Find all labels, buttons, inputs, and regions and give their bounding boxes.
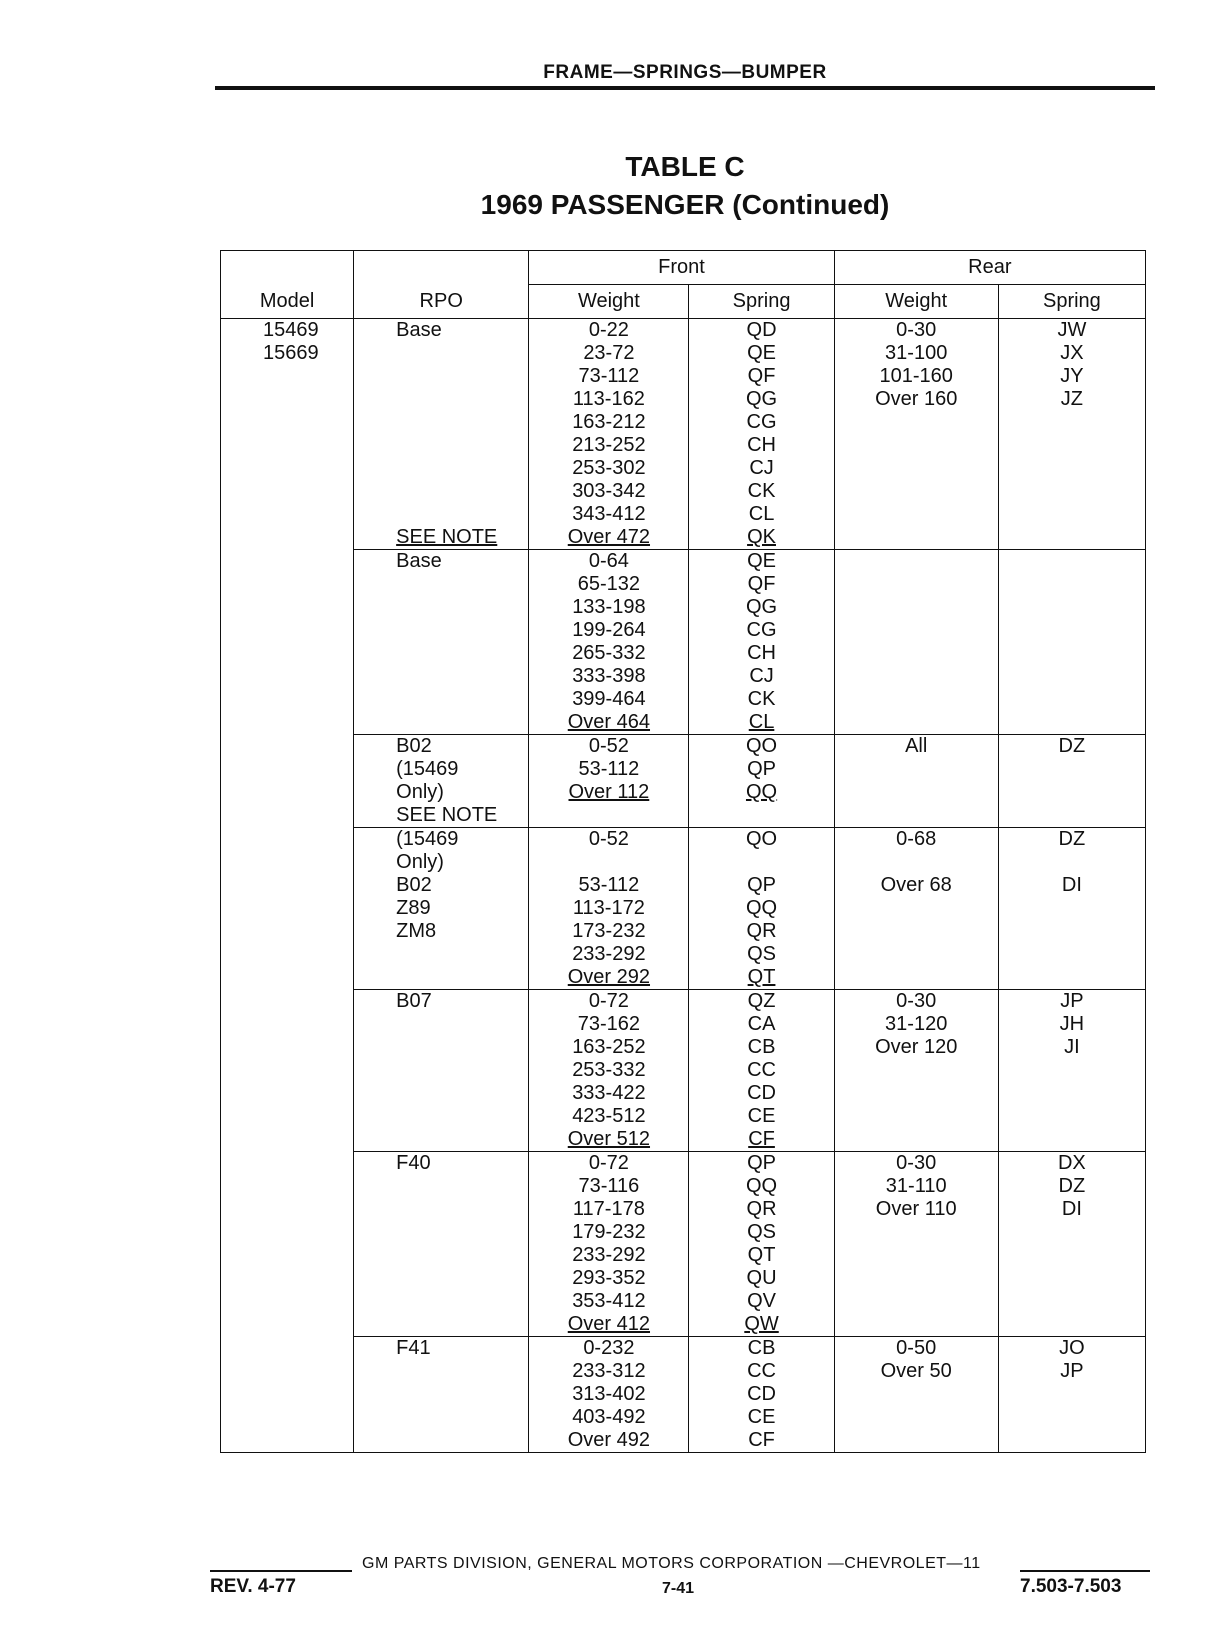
front-weight-value: 253-302 — [572, 457, 646, 479]
front-spring-value: CH — [747, 642, 776, 664]
front-weight-value: 343-412 — [572, 503, 646, 525]
rear-spring-value: JW — [1057, 319, 1087, 341]
front-weight-value: 65-132 — [577, 573, 641, 595]
rpo-value: (15469 — [396, 758, 459, 780]
front-weight-value: 73-116 — [578, 1175, 640, 1197]
front-spring-value: CG — [746, 411, 777, 433]
front-spring-value: CF — [748, 1429, 775, 1451]
rear-weight-cell — [834, 735, 998, 828]
rpo-cell — [354, 828, 529, 990]
front-weight-cell — [529, 550, 689, 735]
front-weight-value: 353-412 — [572, 1290, 646, 1312]
rear-weight-value: Over 160 — [875, 388, 958, 410]
rear-spring-cell — [998, 828, 1145, 990]
rpo-value: ZM8 — [396, 920, 437, 942]
front-weight-value: Over 464 — [567, 711, 651, 733]
rpo-header: RPO — [354, 285, 529, 319]
front-weight-value: 0-22 — [588, 319, 629, 341]
rpo-value: B07 — [396, 990, 432, 1012]
front-spring-cell — [689, 990, 834, 1152]
front-weight-value: 163-252 — [572, 1036, 646, 1058]
front-spring-value: QO — [745, 735, 778, 757]
front-spring-value: QG — [745, 388, 778, 410]
rpo-value — [396, 365, 528, 388]
rpo-cell — [354, 319, 529, 550]
front-weight-value: 113-172 — [572, 897, 645, 919]
front-weight-value: 53-112 — [578, 758, 640, 780]
blank-header-cell — [354, 251, 529, 285]
rear-spring-cell — [998, 1152, 1145, 1337]
rpo-value — [396, 411, 528, 434]
front-weight-value: 403-492 — [572, 1406, 646, 1428]
table-row — [221, 990, 1146, 1152]
front-weight-value: 173-232 — [572, 920, 646, 942]
front-spring-value: CF — [748, 1128, 775, 1150]
model-cell — [221, 319, 354, 1453]
rear-spring-value: DZ — [1058, 828, 1086, 850]
front-spring-value: QW — [744, 1313, 779, 1335]
front-spring-value: QD — [746, 319, 777, 341]
front-spring-cell — [689, 550, 834, 735]
front-weight-value: 233-292 — [572, 943, 646, 965]
front-spring-value: CK — [747, 688, 776, 710]
front-weight-value: 293-352 — [572, 1267, 646, 1289]
front-spring-cell — [689, 1337, 834, 1453]
rpo-value — [396, 342, 528, 365]
rpo-cell — [354, 735, 529, 828]
rpo-value: Only) — [396, 851, 444, 873]
rear-weight-value: 0-68 — [896, 828, 937, 850]
front-weight-value: Over 412 — [567, 1313, 651, 1335]
front-spring-value: QT — [747, 966, 776, 988]
front-spring-value: QE — [747, 342, 776, 364]
rear-weight-header: Weight — [834, 285, 998, 319]
front-spring-value: QZ — [747, 990, 776, 1012]
rear-weight-value: 0-50 — [896, 1337, 937, 1359]
front-spring-value: CL — [748, 503, 775, 525]
front-spring-value: CJ — [749, 457, 774, 479]
front-weight-value: 333-422 — [572, 1082, 646, 1104]
table-title-line-2: 1969 PASSENGER (Continued) — [480, 189, 890, 220]
rear-spring-value: JP — [1060, 990, 1084, 1012]
rear-weight-value: Over 68 — [880, 874, 952, 896]
rear-spring-value: JZ — [1060, 388, 1083, 410]
footer-rule-left — [210, 1570, 352, 1572]
front-weight-value: Over 292 — [567, 966, 651, 988]
front-spring-value: CE — [747, 1105, 776, 1127]
rear-spring-value: JH — [1059, 1013, 1085, 1035]
rear-weight-value: 101-160 — [879, 365, 953, 387]
front-weight-value: 73-162 — [577, 1013, 641, 1035]
front-spring-value: CB — [747, 1337, 776, 1359]
table-title — [215, 148, 1155, 224]
front-spring-value: QV — [747, 1290, 776, 1312]
front-weight-value: 423-512 — [572, 1105, 646, 1127]
front-spring-value: QP — [747, 758, 776, 780]
front-spring-value: CE — [747, 1406, 776, 1428]
front-spring-value: CH — [747, 434, 776, 456]
rear-spring-cell — [998, 990, 1145, 1152]
front-spring-value: QF — [747, 573, 776, 595]
front-weight-cell — [529, 1152, 689, 1337]
rear-spring-value: JI — [1064, 1036, 1080, 1058]
front-spring-cell — [689, 828, 834, 990]
front-group-header: Front — [529, 251, 834, 285]
front-spring-value: QT — [747, 1244, 776, 1266]
rear-spring-value: JX — [1060, 342, 1084, 364]
rpo-value: F41 — [396, 1337, 431, 1359]
model-number: 15669 — [263, 342, 319, 364]
front-weight-value: Over 512 — [567, 1128, 651, 1150]
rear-weight-value: Over 50 — [880, 1360, 952, 1382]
front-spring-value: CC — [747, 1059, 776, 1081]
front-weight-cell — [529, 828, 689, 990]
front-spring-value: CD — [747, 1383, 776, 1405]
front-spring-value: QE — [747, 550, 776, 572]
front-weight-value: 133-198 — [572, 596, 646, 618]
rear-weight-cell — [834, 990, 998, 1152]
rpo-value: SEE NOTE — [396, 526, 498, 548]
front-weight-value: 0-72 — [588, 990, 629, 1012]
front-weight-value: 253-332 — [572, 1059, 646, 1081]
front-weight-value: 113-162 — [572, 388, 645, 410]
rear-weight-cell — [834, 319, 998, 550]
rear-spring-value: DZ — [1058, 735, 1086, 757]
front-spring-value: QQ — [745, 1175, 778, 1197]
revision-label: REV. 4-77 — [210, 1576, 296, 1597]
rpo-value — [396, 480, 528, 503]
rpo-cell — [354, 550, 529, 735]
rpo-value — [396, 503, 528, 526]
front-weight-value: 313-402 — [572, 1383, 646, 1405]
rear-weight-cell — [834, 1152, 998, 1337]
table-row — [221, 550, 1146, 735]
front-weight-cell — [529, 319, 689, 550]
front-weight-value: 199-264 — [572, 619, 646, 641]
model-number: 15469 — [263, 319, 319, 341]
front-spring-value: QF — [747, 365, 776, 387]
front-weight-value: 23-72 — [583, 342, 635, 364]
front-spring-value: QR — [746, 1198, 777, 1220]
rear-spring-cell — [998, 550, 1145, 735]
page-number: 7-41 — [662, 1580, 695, 1597]
rear-spring-value: DZ — [1058, 1175, 1086, 1197]
rpo-value — [396, 388, 528, 411]
front-weight-value: 0-64 — [588, 550, 629, 572]
rear-weight-value: All — [905, 735, 928, 757]
blank-header-cell — [221, 251, 354, 285]
section-title: FRAME—SPRINGS—BUMPER — [543, 62, 827, 83]
front-weight-value: 0-52 — [588, 735, 629, 757]
model-header: Model — [221, 285, 354, 319]
rear-spring-cell — [998, 319, 1145, 550]
front-spring-cell — [689, 319, 834, 550]
front-weight-value: Over 492 — [567, 1429, 651, 1451]
table-row — [221, 319, 1146, 550]
rpo-value: Base — [396, 550, 442, 572]
rpo-cell — [354, 990, 529, 1152]
table-body — [221, 319, 1146, 1453]
front-spring-value: QU — [746, 1267, 777, 1289]
front-weight-value: 53-112 — [578, 874, 640, 896]
front-weight-value — [529, 851, 688, 874]
front-weight-value: Over 472 — [567, 526, 651, 548]
front-spring-value: QS — [747, 1221, 776, 1243]
column-header-row — [221, 285, 1146, 319]
front-spring-value: QS — [747, 943, 776, 965]
front-spring-value: QG — [745, 596, 778, 618]
front-spring-cell — [689, 1152, 834, 1337]
rear-spring-header: Spring — [998, 285, 1145, 319]
front-spring-value — [689, 851, 833, 874]
rear-group-header: Rear — [834, 251, 1145, 285]
rear-spring-cell — [998, 735, 1145, 828]
rear-weight-value: 0-30 — [896, 319, 937, 341]
front-spring-value: CD — [747, 1082, 776, 1104]
rpo-value: B02 — [396, 874, 432, 896]
rear-weight-value: 0-30 — [896, 1152, 937, 1174]
rpo-cell — [354, 1337, 529, 1453]
rpo-value: F40 — [396, 1152, 431, 1174]
rear-spring-cell — [998, 1337, 1145, 1453]
rpo-value — [396, 457, 528, 480]
front-spring-header: Spring — [689, 285, 834, 319]
front-spring-value: QP — [747, 874, 776, 896]
front-spring-value: CA — [747, 1013, 776, 1035]
rear-spring-value: JY — [1060, 365, 1084, 387]
rear-weight-cell — [834, 1337, 998, 1453]
front-weight-value: 117-178 — [572, 1198, 645, 1220]
rear-weight-value — [835, 851, 998, 874]
rear-weight-cell — [834, 550, 998, 735]
group-header-row — [221, 251, 1146, 285]
rpo-value: Only) — [396, 781, 444, 803]
rear-spring-value: DI — [1061, 874, 1082, 896]
front-weight-value: 233-292 — [572, 1244, 646, 1266]
front-spring-value: QK — [747, 526, 776, 548]
front-weight-header: Weight — [529, 285, 689, 319]
header-rule — [215, 86, 1155, 90]
rear-weight-value: Over 120 — [875, 1036, 958, 1058]
spring-table — [220, 250, 1146, 1453]
rear-weight-value: 31-100 — [885, 342, 948, 364]
rpo-cell — [354, 1152, 529, 1337]
front-spring-value: QP — [747, 1152, 776, 1174]
footer-corporation: GM PARTS DIVISION, GENERAL MOTORS CORPORATION —CHEVROLET—11 — [362, 1555, 981, 1572]
front-weight-value: 163-212 — [572, 411, 646, 433]
front-weight-value: Over 112 — [568, 781, 650, 803]
rear-weight-value: 0-30 — [896, 990, 937, 1012]
rear-spring-value: JP — [1060, 1360, 1084, 1382]
front-weight-value: 303-342 — [572, 480, 646, 502]
rear-spring-value — [999, 851, 1145, 874]
front-weight-cell — [529, 735, 689, 828]
rear-weight-cell — [834, 828, 998, 990]
front-spring-value: QQ — [745, 781, 778, 803]
front-weight-value: 0-52 — [588, 828, 629, 850]
table-title-line-1: TABLE C — [625, 151, 745, 182]
rear-spring-value: DI — [1061, 1198, 1082, 1220]
front-weight-value: 179-232 — [572, 1221, 646, 1243]
front-weight-value: 0-72 — [588, 1152, 629, 1174]
front-spring-value: CL — [748, 711, 775, 733]
rear-spring-value: DX — [1057, 1152, 1086, 1174]
front-spring-value: CK — [747, 480, 776, 502]
rpo-value: B02 — [396, 735, 432, 757]
front-spring-value: CG — [746, 619, 777, 641]
front-weight-value: 0-232 — [583, 1337, 635, 1359]
front-spring-value: QO — [745, 828, 778, 850]
front-spring-value: CC — [747, 1360, 776, 1382]
front-spring-value: QR — [746, 920, 777, 942]
front-weight-value: 265-332 — [572, 642, 646, 664]
front-weight-value: 333-398 — [572, 665, 646, 687]
section-code: 7.503-7.503 — [1020, 1576, 1122, 1597]
front-spring-value: CJ — [749, 665, 774, 687]
front-weight-value: 399-464 — [572, 688, 646, 710]
table-row — [221, 1337, 1146, 1453]
front-weight-value: 73-112 — [578, 365, 640, 387]
front-spring-cell — [689, 735, 834, 828]
footer-rule-right — [1020, 1570, 1150, 1572]
rear-weight-value: 31-110 — [885, 1175, 947, 1197]
table-row — [221, 1152, 1146, 1337]
front-weight-cell — [529, 990, 689, 1152]
front-spring-value: QQ — [745, 897, 778, 919]
table-row — [221, 828, 1146, 990]
rear-weight-value: 31-120 — [885, 1013, 948, 1035]
front-weight-value: 213-252 — [572, 434, 646, 456]
rpo-value: (15469 — [396, 828, 459, 850]
rpo-value — [396, 434, 528, 457]
rpo-value: Base — [396, 319, 442, 341]
table-row — [221, 735, 1146, 828]
front-weight-cell — [529, 1337, 689, 1453]
front-spring-value: CB — [747, 1036, 776, 1058]
rear-spring-value: JO — [1059, 1337, 1085, 1359]
rpo-value: Z89 — [396, 897, 431, 919]
rpo-value: SEE NOTE — [396, 804, 498, 826]
front-weight-value: 233-312 — [572, 1360, 646, 1382]
rear-weight-value: Over 110 — [875, 1198, 957, 1220]
